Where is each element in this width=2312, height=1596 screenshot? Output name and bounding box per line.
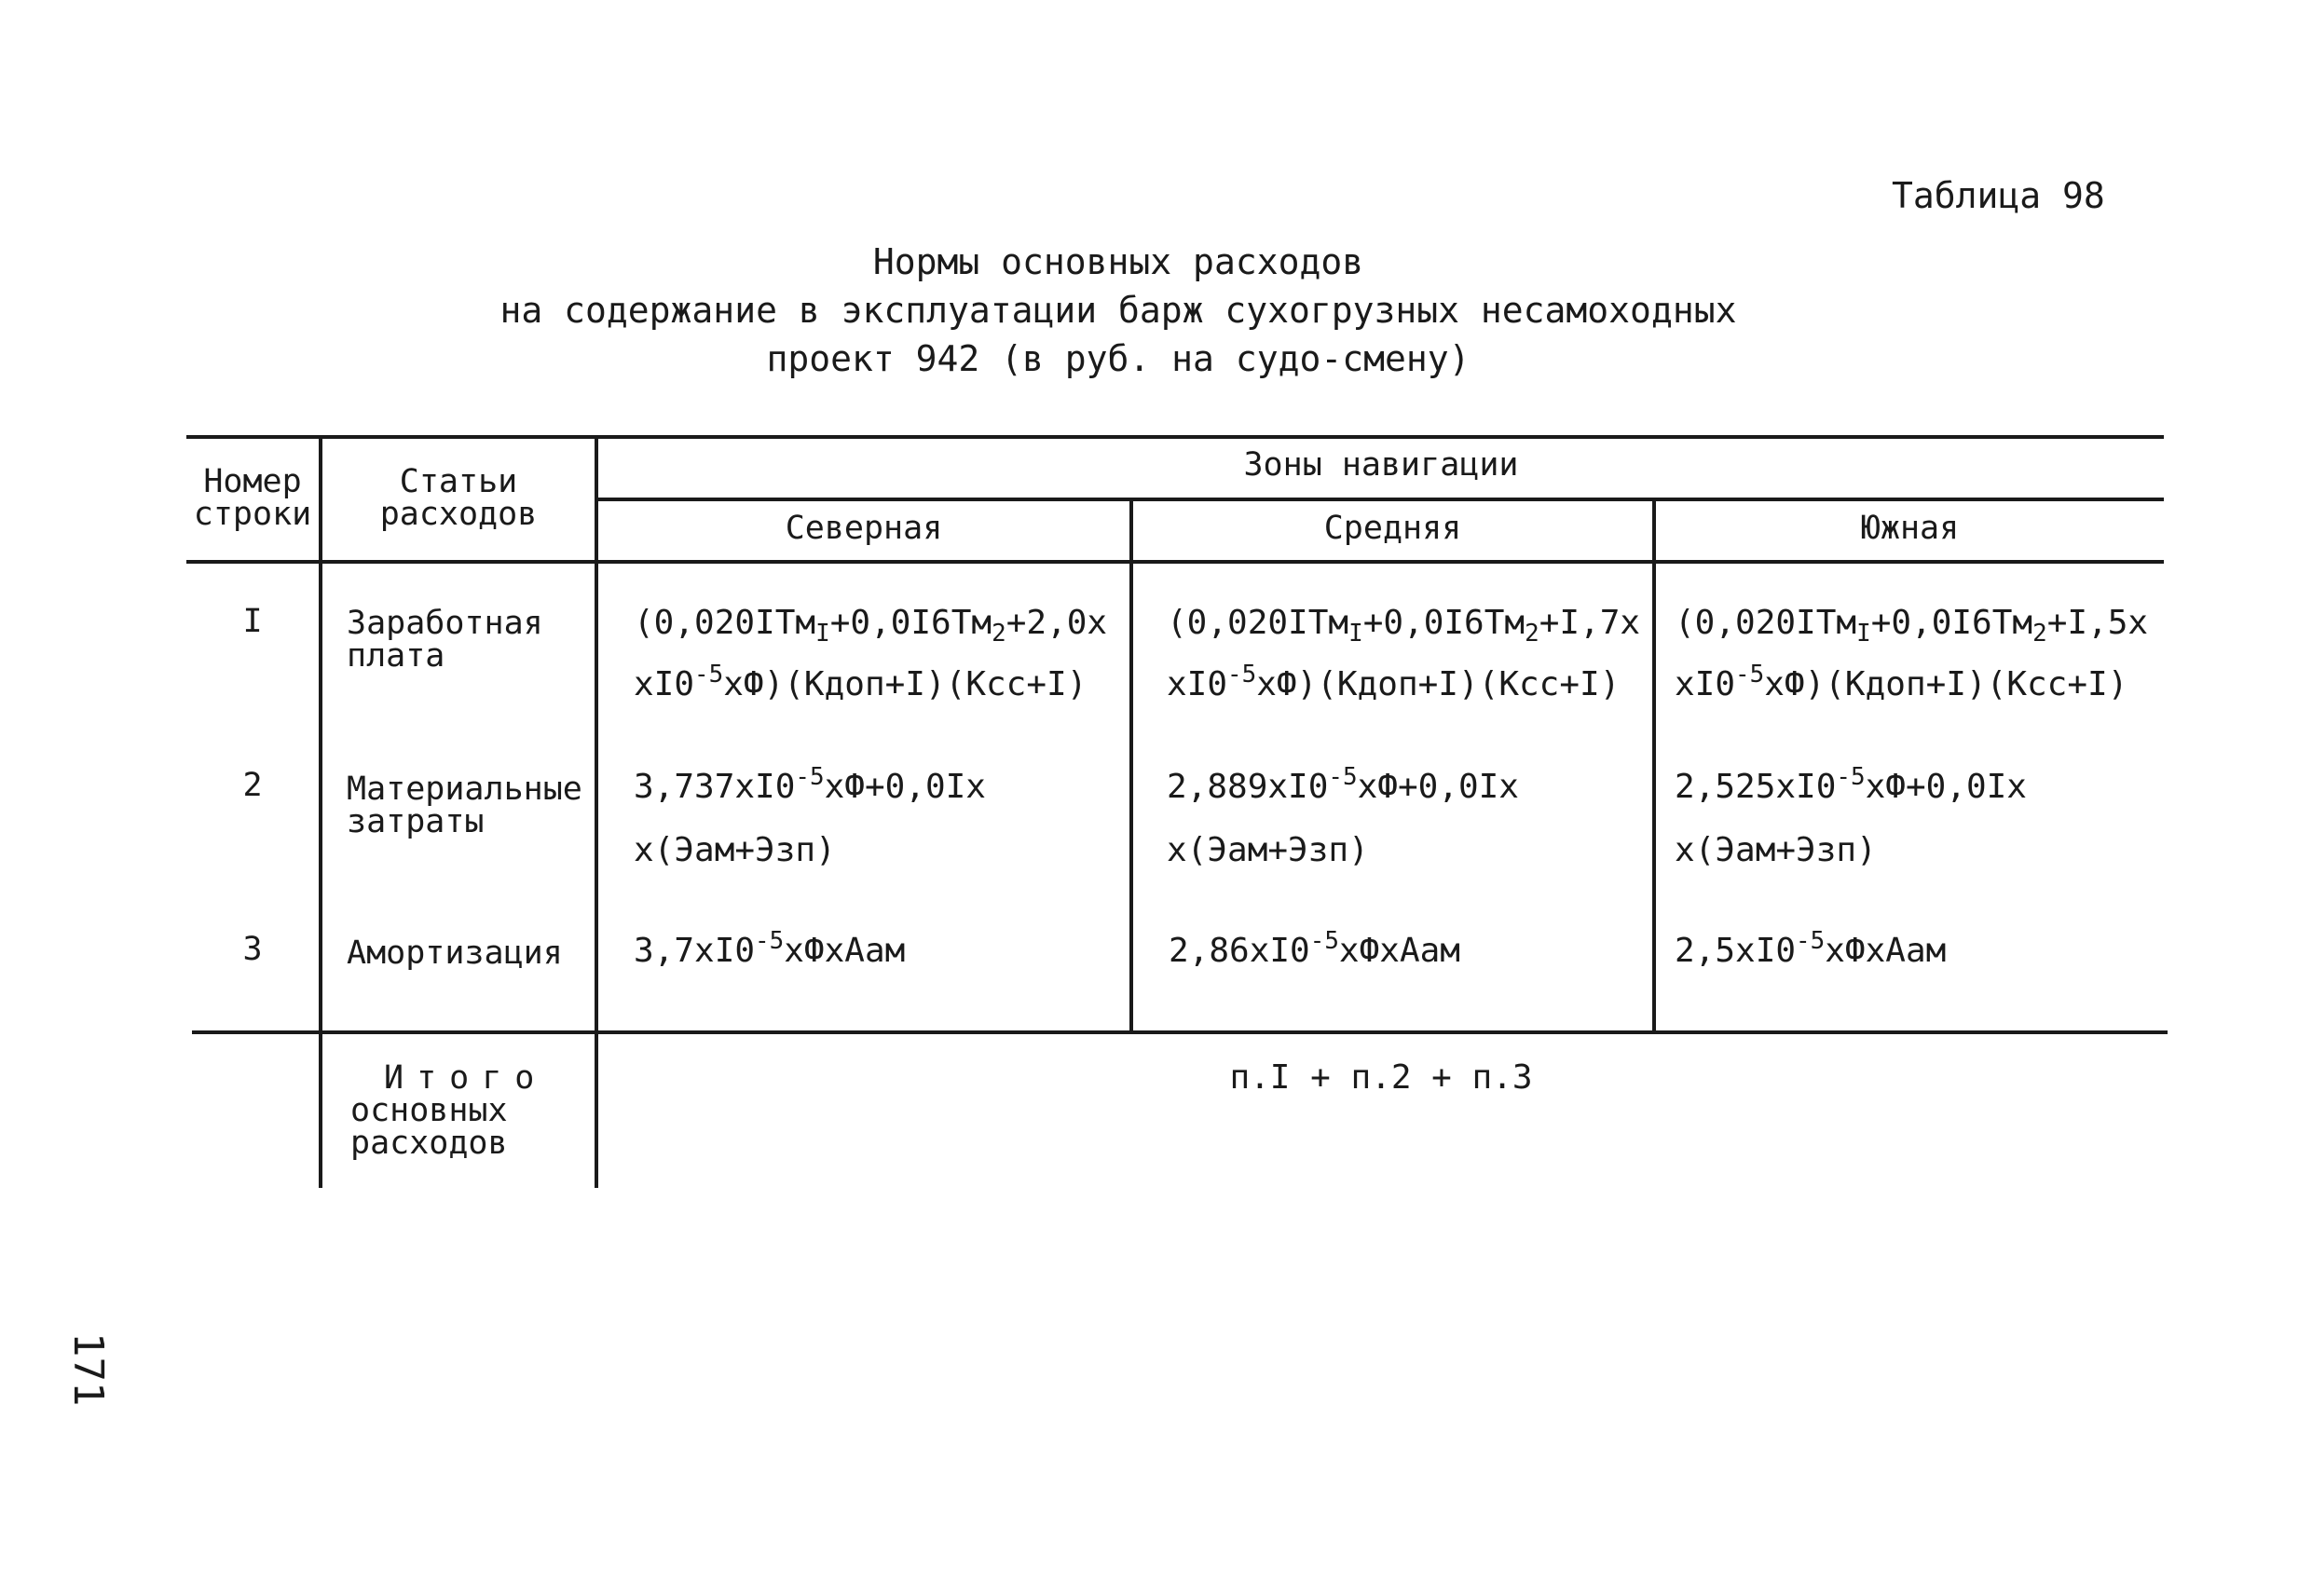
table-top-rule xyxy=(186,435,2164,439)
header-zone-middle: Средняя xyxy=(1323,510,1462,547)
row-2-north-formula-line-2: х(Эам+Эзп) xyxy=(634,831,836,869)
page-number: 171 xyxy=(64,1332,112,1407)
col-divider-1 xyxy=(319,435,322,1188)
col-divider-4 xyxy=(1652,498,1656,1032)
row-3-south-formula: $2,5хI0^{-5}хФхАам$ xyxy=(1675,926,1947,970)
header-navigation-zones: Зоны навигации xyxy=(1243,446,1519,484)
row-1-middle-formula-line-2: $хI0^{-5}хФ)(Кдоп+I)(Ксс+I)$ xyxy=(1167,660,1621,703)
row-2-south-formula-line-2: х(Эам+Эзп) xyxy=(1675,831,1877,869)
body-bottom-rule xyxy=(192,1030,2168,1034)
row-1-middle-formula-line-1: ($0,020IТм_I+0,0I6Тм_2+I,7х$ xyxy=(1167,604,1641,648)
row-1-north-formula-line-1: ($0,020IТм_I+0,0I6Тм_2+2,0х$ xyxy=(634,604,1108,648)
header-bottom-rule xyxy=(186,560,2164,564)
title-line-2: на содержание в эксплуатации барж сухогрузных несамоходных xyxy=(499,290,1737,331)
row-2-number: 2 xyxy=(242,767,263,804)
row-1-north-formula-line-2: $хI0^{-5}хФ)(Кдоп+I)(Ксс+I)$ xyxy=(634,660,1088,703)
col-divider-3 xyxy=(1129,498,1133,1032)
row-1-south-formula-line-1: ($0,020IТм_I+0,0I6Тм_2+I,5х$ xyxy=(1675,604,2149,648)
total-label: Итого основных расходов xyxy=(350,1059,548,1162)
row-2-middle-formula-line-2: х(Эам+Эзп) xyxy=(1167,831,1369,869)
row-3-north-formula: $3,7хI0^{-5}хФхАам$ xyxy=(634,926,906,970)
header-row-number: Номер строки xyxy=(193,463,312,533)
total-value: п.I + п.2 + п.3 xyxy=(1229,1058,1533,1097)
row-2-item: Материальные затраты xyxy=(347,771,582,840)
row-1-number: I xyxy=(242,603,263,640)
row-3-item: Амортизация xyxy=(347,934,563,972)
row-3-number: 3 xyxy=(242,931,263,968)
title-line-3: проект 942 (в руб. на судо-смену) xyxy=(766,338,1471,379)
row-3-middle-formula: $2,86хI0^{-5}хФхАам$ xyxy=(1169,926,1460,970)
table-number: Таблица 98 xyxy=(1892,175,2105,216)
header-zone-south: Южная xyxy=(1860,510,1960,547)
zones-divider-rule xyxy=(596,498,2164,501)
header-zone-north: Северная xyxy=(785,510,943,547)
header-items: Статьи расходов xyxy=(379,463,538,533)
row-1-item: Заработная плата xyxy=(347,605,543,675)
row-2-north-formula-line-1: $3,737хI0^{-5}хФ+0,0Iх$ xyxy=(634,762,986,806)
row-1-south-formula-line-2: $хI0^{-5}хФ)(Кдоп+I)(Ксс+I)$ xyxy=(1675,660,2128,703)
row-2-middle-formula-line-1: $2,889хI0^{-5}хФ+0,0Iх$ xyxy=(1167,762,1519,806)
row-2-south-formula-line-1: $2,525хI0^{-5}хФ+0,0Iх$ xyxy=(1675,762,2027,806)
title-line-1: Нормы основных расходов xyxy=(872,241,1364,282)
